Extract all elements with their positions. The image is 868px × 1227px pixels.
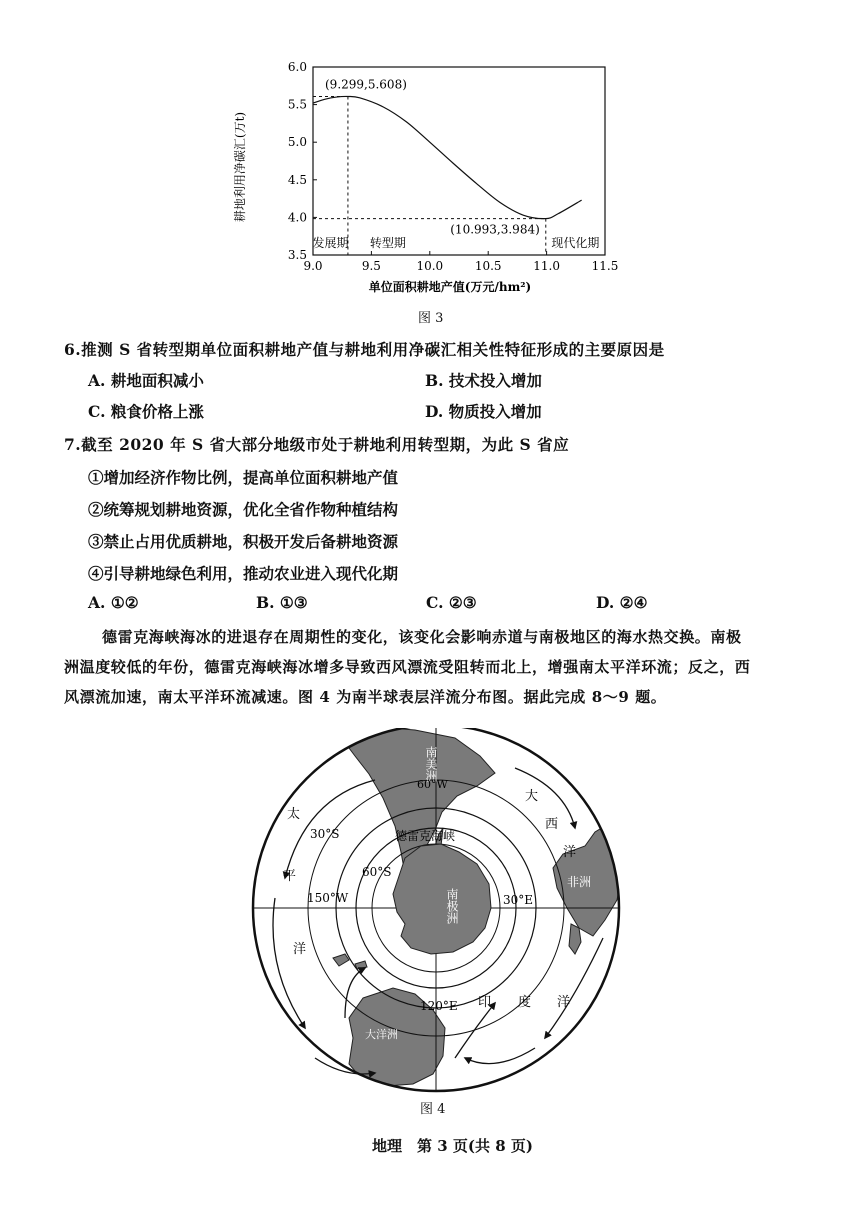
q7-option-a[interactable]: A. ①② — [88, 593, 139, 612]
drake-passage-label: 德雷克海峡 — [395, 829, 456, 843]
lat-30s-label: 30°S — [310, 827, 340, 841]
indian-char-3: 洋 — [557, 995, 571, 1010]
passage-line-3: 风漂流加速，南太平洋环流减速。图 4 为南半球表层洋流分布图。据此完成 8～9 题。 — [64, 688, 667, 706]
y-tick-label: 3.5 — [287, 248, 307, 262]
q6-option-c[interactable]: C. 粮食价格上涨 — [88, 402, 204, 421]
atlantic-char-3: 洋 — [563, 845, 577, 860]
annotation-min: (10.993,3.984) — [450, 222, 540, 237]
question-6-stem: 6.推测 S 省转型期单位面积耕地产值与耕地利用净碳汇相关性特征形成的主要原因是 — [64, 340, 665, 359]
lon-60w-label: 60°W — [417, 778, 448, 791]
q7-item-4: ④引导耕地绿色利用，推动农业进入现代化期 — [88, 564, 399, 583]
figure3-caption: 图 3 — [418, 311, 444, 326]
page-footer: 地理 第 3 页(共 8 页) — [372, 1137, 533, 1155]
period-label-development: 发展期 — [312, 236, 349, 250]
q7-item-1: ①增加经济作物比例，提高单位面积耕地产值 — [88, 468, 399, 487]
period-label-transition: 转型期 — [369, 236, 406, 250]
x-tick-label: 11.5 — [591, 259, 619, 273]
figure3-chart — [230, 55, 630, 300]
q7-option-b[interactable]: B. ①③ — [256, 593, 308, 612]
antarctica-label: 南极洲 — [445, 888, 459, 924]
pacific-char-2: 平 — [283, 869, 297, 884]
x-tick-label: 9.0 — [303, 259, 323, 273]
atlantic-char-2: 西 — [545, 817, 559, 832]
figure4-caption: 图 4 — [420, 1102, 446, 1117]
indian-char-2: 度 — [518, 995, 532, 1010]
figure4-map — [245, 728, 627, 1093]
q7-option-c[interactable]: C. ②③ — [426, 593, 477, 612]
y-tick-label: 4.5 — [287, 172, 307, 187]
q6-option-d[interactable]: D. 物质投入增加 — [425, 402, 542, 421]
pacific-char-3: 洋 — [293, 942, 307, 957]
y-tick-label: 4.0 — [287, 210, 307, 225]
q7-option-d[interactable]: D. ②④ — [596, 593, 648, 612]
passage-line-2: 洲温度较低的年份，德雷克海峡海冰增多导致西风漂流受阻转而北上，增强南太平洋环流；反之，西 — [64, 658, 751, 676]
x-tick-label: 10.0 — [416, 259, 444, 273]
period-label-modern: 现代化期 — [551, 236, 600, 250]
x-axis-label: 单位面积耕地产值(万元/hm²) — [368, 280, 532, 294]
x-tick-label: 9.5 — [361, 259, 381, 273]
x-tick-label: 11.0 — [533, 259, 560, 273]
y-tick-label: 5.5 — [287, 97, 307, 112]
indian-char-1: 印 — [478, 995, 492, 1010]
lon-30e-label: 30°E — [503, 893, 534, 907]
atlantic-char-1: 大 — [525, 789, 539, 804]
q7-item-2: ②统筹规划耕地资源，优化全省作物种植结构 — [88, 500, 399, 519]
annotation-max: (9.299,5.608) — [325, 77, 407, 92]
y-tick-label: 6.0 — [287, 60, 307, 74]
lon-150w-label: 150°W — [307, 891, 349, 905]
madagascar-land — [569, 924, 581, 954]
question-7-stem: 7.截至 2020 年 S 省大部分地级市处于耕地利用转型期，为此 S 省应 — [64, 435, 570, 454]
pacific-char-1: 太 — [287, 807, 301, 822]
y-tick-label: 5.0 — [287, 135, 307, 150]
passage-line-1: 德雷克海峡海冰的进退存在周期性的变化，该变化会影响赤道与南极地区的海水热交换。南极 — [102, 628, 742, 646]
x-tick-label: 10.5 — [474, 259, 502, 273]
series-line — [313, 96, 582, 218]
africa-label: 非洲 — [567, 875, 592, 889]
lon-120e-label: 120°E — [420, 999, 458, 1013]
y-axis-label: 耕地利用净碳汇(万t) — [233, 111, 247, 223]
antarctica-land — [393, 844, 491, 954]
q6-option-b[interactable]: B. 技术投入增加 — [425, 371, 542, 390]
lat-60s-label: 60°S — [362, 865, 392, 879]
q6-option-a[interactable]: A. 耕地面积减小 — [88, 371, 204, 390]
q7-item-3: ③禁止占用优质耕地，积极开发后备耕地资源 — [88, 532, 399, 551]
australia-label: 大洋洲 — [365, 1028, 398, 1041]
south-america-label: 南美洲 — [424, 746, 438, 782]
